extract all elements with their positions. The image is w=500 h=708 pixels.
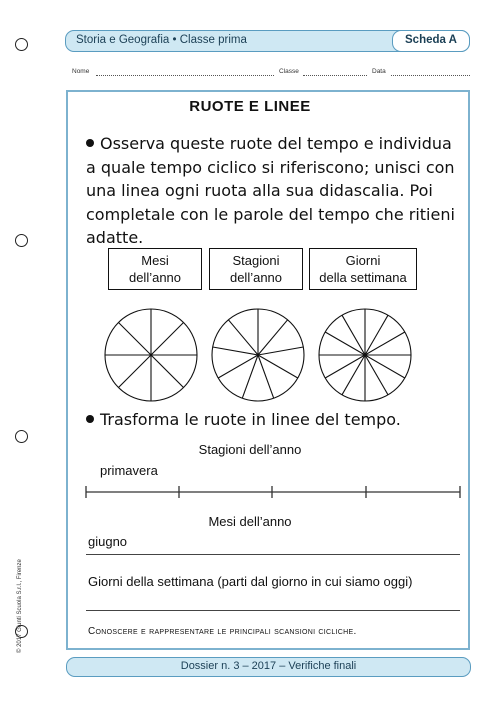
data-label: Data <box>372 68 386 75</box>
bullet-icon <box>86 139 94 147</box>
data-field[interactable] <box>391 75 470 76</box>
seasons-heading: Stagioni dell’anno <box>198 442 302 457</box>
nome-field[interactable] <box>96 75 274 76</box>
instruction-2 <box>86 410 401 429</box>
instruction-2-text: Trasforma le ruote in linee del tempo. <box>100 410 401 429</box>
days-heading: Giorni della settimana (parti dal giorno in cui siamo oggi) <box>88 574 413 589</box>
seasons-first-label: primavera <box>100 463 158 478</box>
days-answer-line[interactable] <box>86 610 460 611</box>
bullet-icon <box>86 415 94 423</box>
months-heading: Mesi dell’anno <box>208 514 292 529</box>
classe-label: Classe <box>279 68 299 75</box>
copyright-notice: © 2017 Giunti Scuola S.r.l., Firenze <box>17 559 23 653</box>
caption-box-days[interactable]: Giorni della settimana <box>309 248 417 290</box>
worksheet-title: RUOTE E LINEE <box>189 98 311 115</box>
instruction-1-text: Osserva queste ruote del tempo e individua a quale tempo ciclico si riferiscono; unisci con una linea ogni ruota alla sua didascalia. Poi completale con le parole del tempo che ritieni adatte. <box>86 134 455 247</box>
learning-objective: Conoscere e rappresentare le principali scansioni cicliche. <box>88 626 357 637</box>
nome-label: Nome <box>72 68 90 75</box>
months-answer-line[interactable] <box>86 554 460 555</box>
scheda-badge: Scheda A <box>392 30 470 52</box>
caption-box-seasons[interactable]: Stagioni dell’anno <box>209 248 303 290</box>
header-title: Storia e Geografia • Classe prima <box>76 34 247 46</box>
classe-field[interactable] <box>303 75 367 76</box>
header-bar <box>65 30 470 52</box>
footer-bar: Dossier n. 3 – 2017 – Verifiche finali <box>66 657 471 677</box>
instruction-1 <box>86 132 466 250</box>
caption-box-months[interactable]: Mesi dell’anno <box>108 248 202 290</box>
binder-hole <box>15 38 28 51</box>
months-first-label: giugno <box>88 534 128 549</box>
binder-hole <box>15 234 28 247</box>
